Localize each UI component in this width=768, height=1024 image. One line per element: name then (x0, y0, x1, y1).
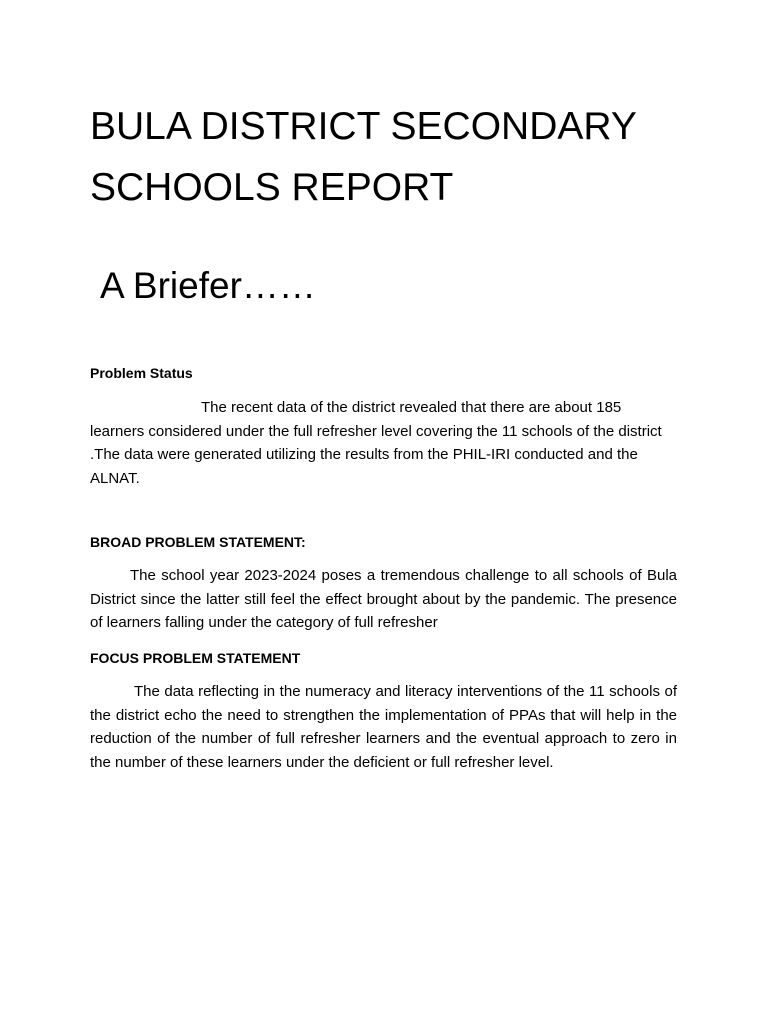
section-body-problem-status: The recent data of the district revealed that there are about 185 learners considered under the full refresher level covering the 11 schools of the district .The data were generated utilizing the results from the PHIL-IRI conducted and the ALNAT. (90, 399, 662, 488)
title-line-1: BULA DISTRICT SECONDARY (90, 105, 637, 148)
title-line-2: SCHOOLS REPORT (90, 166, 454, 209)
document-subtitle: A Briefer…… (100, 265, 316, 306)
section-body-broad-problem: The school year 2023-2024 poses a tremendous challenge to all schools of Bula District since the latter still feel the effect brought about by the pandemic. The presence of learners falling under the category of full refresher (90, 567, 677, 632)
section-heading-broad-problem: BROAD PROBLEM STATEMENT: (90, 534, 306, 550)
document-title (90, 96, 690, 218)
section-body-focus-problem: The data reflecting in the numeracy and literacy interventions of the 11 schools of the district echo the need to strengthen the implementation of PPAs that will help in the reduction of the number of full refresher learners and the eventual approach to zero in the number of these learners under the deficient or full refresher level. (90, 683, 677, 772)
section-heading-problem-status: Problem Status (90, 365, 193, 381)
section-heading-focus-problem: FOCUS PROBLEM STATEMENT (90, 650, 301, 666)
